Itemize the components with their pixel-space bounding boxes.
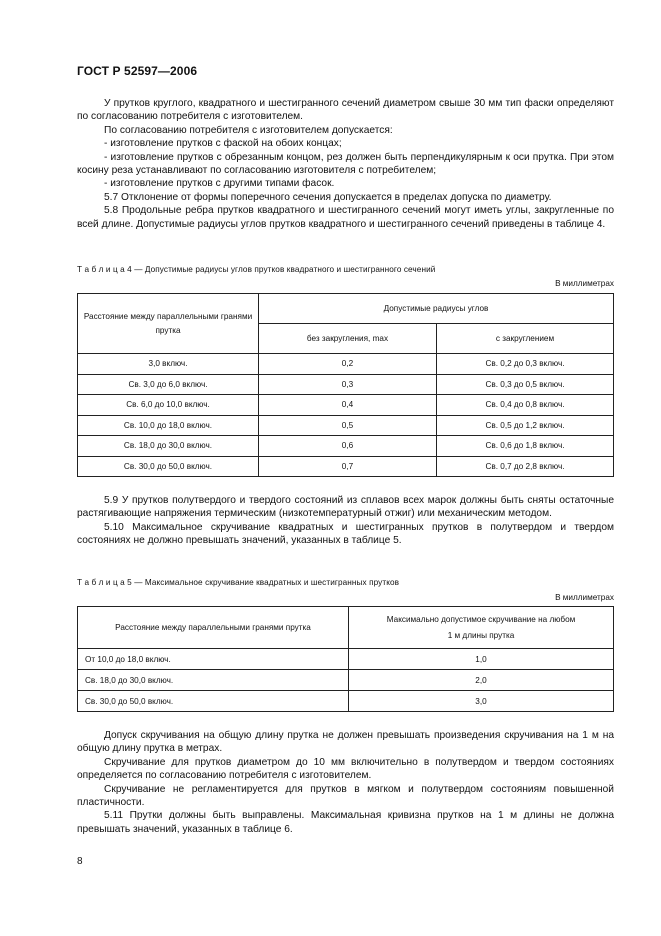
table-5-col2-header-line2: 1 м длины прутка: [447, 630, 515, 640]
text-block-3: [77, 729, 614, 836]
document-header: ГОСТ Р 52597—2006: [77, 64, 198, 78]
table-cell: Св. 18,0 до 30,0 включ.: [78, 670, 349, 691]
paragraph-5-9: 5.9 У прутков полутвердого и твердого состояний из сплавов всех марок должны быть сняты остаточные растягивающие напряжения термическим (низкотемпературный отжиг) или механическим методом.: [77, 495, 614, 520]
paragraph: Допуск скручивания на общую длину прутка не должен превышать произведения скручивания на 1 м на общую длину прутка в метрах.: [77, 730, 614, 755]
paragraph-5-8: 5.8 Продольные ребра прутков квадратного и шестигранного сечений могут иметь углы, закругленные по всей длине. Допустимые радиусы углов прутков квадратного и шестигранного сечений приведены в таблице 4.: [77, 205, 614, 230]
table-row: [78, 374, 614, 395]
table-4-col1-header: Расстояние между параллельными гранями прутка: [78, 294, 259, 354]
table-cell: Св. 3,0 до 6,0 включ.: [78, 374, 259, 395]
table-row: [78, 415, 614, 436]
list-item: - изготовление прутков с фаской на обоих концах;: [104, 138, 342, 150]
table-cell: Св. 30,0 до 50,0 включ.: [78, 456, 259, 477]
table-cell: Св. 30,0 до 50,0 включ.: [78, 691, 349, 712]
table-cell: 0,4: [259, 395, 437, 416]
paragraph: Скручивание не регламентируется для прутков в мягком и полутвердом состояниям повышенной пластичности.: [77, 783, 614, 809]
table-cell: Св. 0,7 до 2,8 включ.: [437, 456, 614, 477]
table-cell: Св. 6,0 до 10,0 включ.: [78, 395, 259, 416]
table-4-caption: Т а б л и ц а 4 — Допустимые радиусы углов прутков квадратного и шестигранного сечений: [77, 265, 436, 274]
table-row: [78, 691, 614, 712]
table-4-group-header: Допустимые радиусы углов: [259, 294, 614, 324]
table-cell: 0,6: [259, 436, 437, 457]
paragraph: У прутков круглого, квадратного и шестигранного сечений диаметром свыше 30 мм тип фаски определяют по согласованию потребителя с изготовителем.: [77, 98, 614, 123]
paragraph: Скручивание для прутков диаметром до 10 мм включительно в полутвердом и твердом состояниях определяется по согласованию потребителя с изготовителем.: [77, 756, 614, 782]
table-5: [77, 606, 614, 712]
table-cell: Св. 0,5 до 1,2 включ.: [437, 415, 614, 436]
table-cell: Св. 0,3 до 0,5 включ.: [437, 374, 614, 395]
table-cell: 3,0 включ.: [78, 354, 259, 375]
paragraph-5-11: 5.11 Прутки должны быть выправлены. Максимальная кривизна прутков на 1 м длины не должна превышать значений, указанных в таблице 6.: [77, 810, 614, 835]
table-row: [78, 354, 614, 375]
table-cell: Св. 0,4 до 0,8 включ.: [437, 395, 614, 416]
table-cell: 2,0: [349, 670, 614, 691]
table-row: [78, 436, 614, 457]
table-4: [77, 293, 614, 477]
list-item: - изготовление прутков с обрезанным концом, рез должен быть перпендикулярным к оси прутка. При этом косину реза устанавливают по согласованию изготовителя с потребителем;: [77, 151, 614, 177]
table-cell: Св. 10,0 до 18,0 включ.: [78, 415, 259, 436]
table-cell: От 10,0 до 18,0 включ.: [78, 649, 349, 670]
table-row: [78, 649, 614, 670]
text-block-2: [77, 494, 614, 548]
table-5-caption: Т а б л и ц а 5 — Максимальное скручивание квадратных и шестигранных прутков: [77, 578, 400, 587]
table-row: [78, 395, 614, 416]
page-number: 8: [77, 856, 83, 867]
table-cell: 3,0: [349, 691, 614, 712]
table-row: [78, 670, 614, 691]
text-block-1: [77, 97, 614, 231]
table-5-units: В миллиметрах: [555, 593, 614, 602]
paragraph: По согласованию потребителя с изготовителем допускается:: [104, 124, 393, 136]
table-cell: Св. 0,6 до 1,8 включ.: [437, 436, 614, 457]
table-cell: 0,3: [259, 374, 437, 395]
table-cell: Св. 0,2 до 0,3 включ.: [437, 354, 614, 375]
table-4-col3-header: с закруглением: [437, 324, 614, 354]
table-cell: 0,5: [259, 415, 437, 436]
table-cell: 0,2: [259, 354, 437, 375]
table-4-col2-header: без закругления, max: [259, 324, 437, 354]
table-5-col2-header: [349, 607, 614, 649]
table-cell: Св. 18,0 до 30,0 включ.: [78, 436, 259, 457]
table-5-col2-header-line1: Максимально допустимое скручивание на любом: [386, 614, 576, 624]
paragraph-5-10: 5.10 Максимальное скручивание квадратных и шестигранных прутков в полутвердом и твердом состояниях не должно превышать значений, указанных в таблице 5.: [77, 521, 614, 547]
table-5-col1-header: Расстояние между параллельными гранями прутка: [78, 607, 349, 649]
table-cell: 1,0: [349, 649, 614, 670]
table-4-units: В миллиметрах: [555, 279, 614, 288]
table-row: [78, 456, 614, 477]
paragraph-5-7: 5.7 Отклонение от формы поперечного сечения допускается в пределах допуска по диаметру.: [104, 191, 552, 203]
list-item: - изготовление прутков с другими типами фасок.: [104, 178, 335, 190]
table-cell: 0,7: [259, 456, 437, 477]
